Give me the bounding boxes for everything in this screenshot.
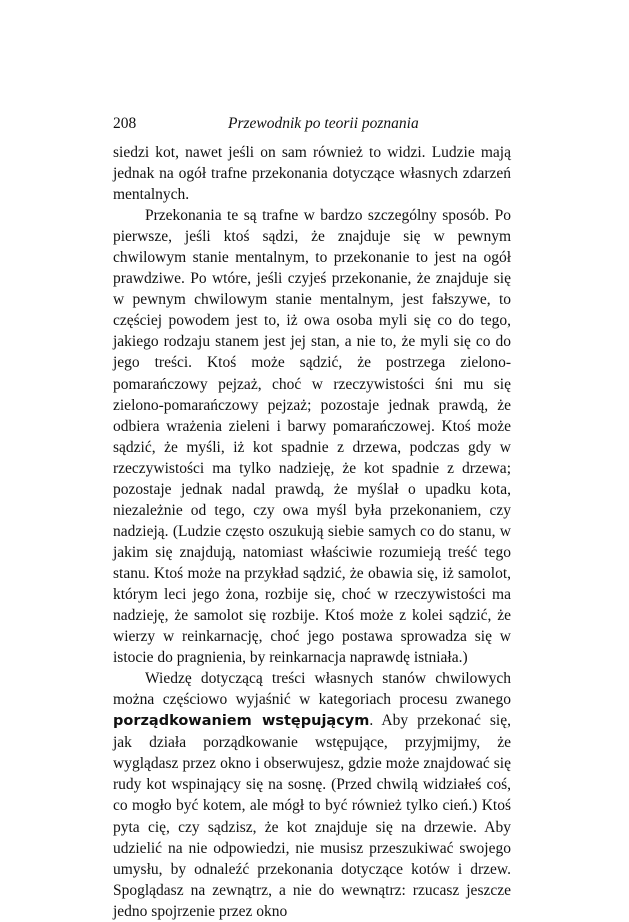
paragraph-ascent-routine	[113, 668, 511, 922]
paragraph-accuracy: Przekonania te są trafne w bardzo szczególny sposób. Po pierwsze, jeśli ktoś sądzi, że znajduje się w pewnym chwilowym stanie mentalnym, to przekonanie to jest na ogół prawdziwe. Po wtóre, jeśli czyjeś przekonanie, że znajduje się w pewnym chwilowym stanie mentalnym, jest fałszywe, to częściej powodem jest to, iż owa osoba myli się co do tego, jakiego rodzaju stanem jest jej stan, a nie to, że myli się co do jego treści. Ktoś może sądzić, że postrzega zielono-pomarańczowy pejzaż, choć w rzeczywistości śni mu się zielono-pomarańczowy pejzaż; pozostaje jednak prawdą, że odbiera wrażenia zieleni i barwy pomarańczowej. Ktoś może sądzić, że myśli, iż kot spadnie z drzewa, podczas gdy w rzeczywistości ma tylko nadzieję, że kot spadnie z drzewa; pozostaje jednak nadal prawdą, że myślał o upadku kota, niezależnie od tego, czy owa myśl była przekonaniem, czy nadzieją. (Ludzie często oszukują siebie samych co do stanu, w jakim się znajdują, natomiast właściwie rozumieją treść tego stanu. Ktoś może na przykład sądzić, że obawia się, iż samolot, którym leci jego żona, rozbije się, choć w rzeczywistości ma nadzieję, że samolot się rozbije. Ktoś może z kolei sądzić, że wierzy w reinkarnację, choć jego postawa sprowadza się w istocie do pragnienia, by reinkarnacja naprawdę istniała.)	[113, 207, 511, 667]
body-text	[113, 142, 511, 922]
paragraph-text-after-term: . Aby przekonać się, jak działa porządkowanie wstępujące, przyjmijmy, że wyglądasz przez okno i obserwujesz, gdzie może znajdować się rudy kot wspinający się na sosnę. (Przed chwilą widziałeś coś, co mogło być kotem, ale mógł to być również tylko cień.) Ktoś pyta cię, czy sądzisz, że kot znajduje się na drzewie. Aby udzielić na nie odpowiedzi, nie musisz przeszukiwać swojego umysłu, by odnaleźć przekonania dotyczące kotów i drzew. Spoglądasz na zewnątrz, a nie do wewnątrz: rzucasz jeszcze jedno spojrzenie przez okno	[113, 712, 511, 920]
running-title: Przewodnik po teorii poznania	[228, 115, 419, 132]
paragraph-text-before-term: Wiedzę dotyczącą treści własnych stanów chwilowych można częściowo wyjaśnić w kategoriach procesu zwanego	[113, 670, 511, 709]
paragraph-continuation: siedzi kot, nawet jeśli on sam również to widzi. Ludzie mają jednak na ogół trafne przekonania dotyczące własnych zdarzeń mentalnych.	[113, 144, 511, 204]
page-header	[113, 113, 511, 135]
bold-term: porządkowaniem wstępującym	[113, 713, 370, 730]
page-number: 208	[113, 115, 137, 132]
